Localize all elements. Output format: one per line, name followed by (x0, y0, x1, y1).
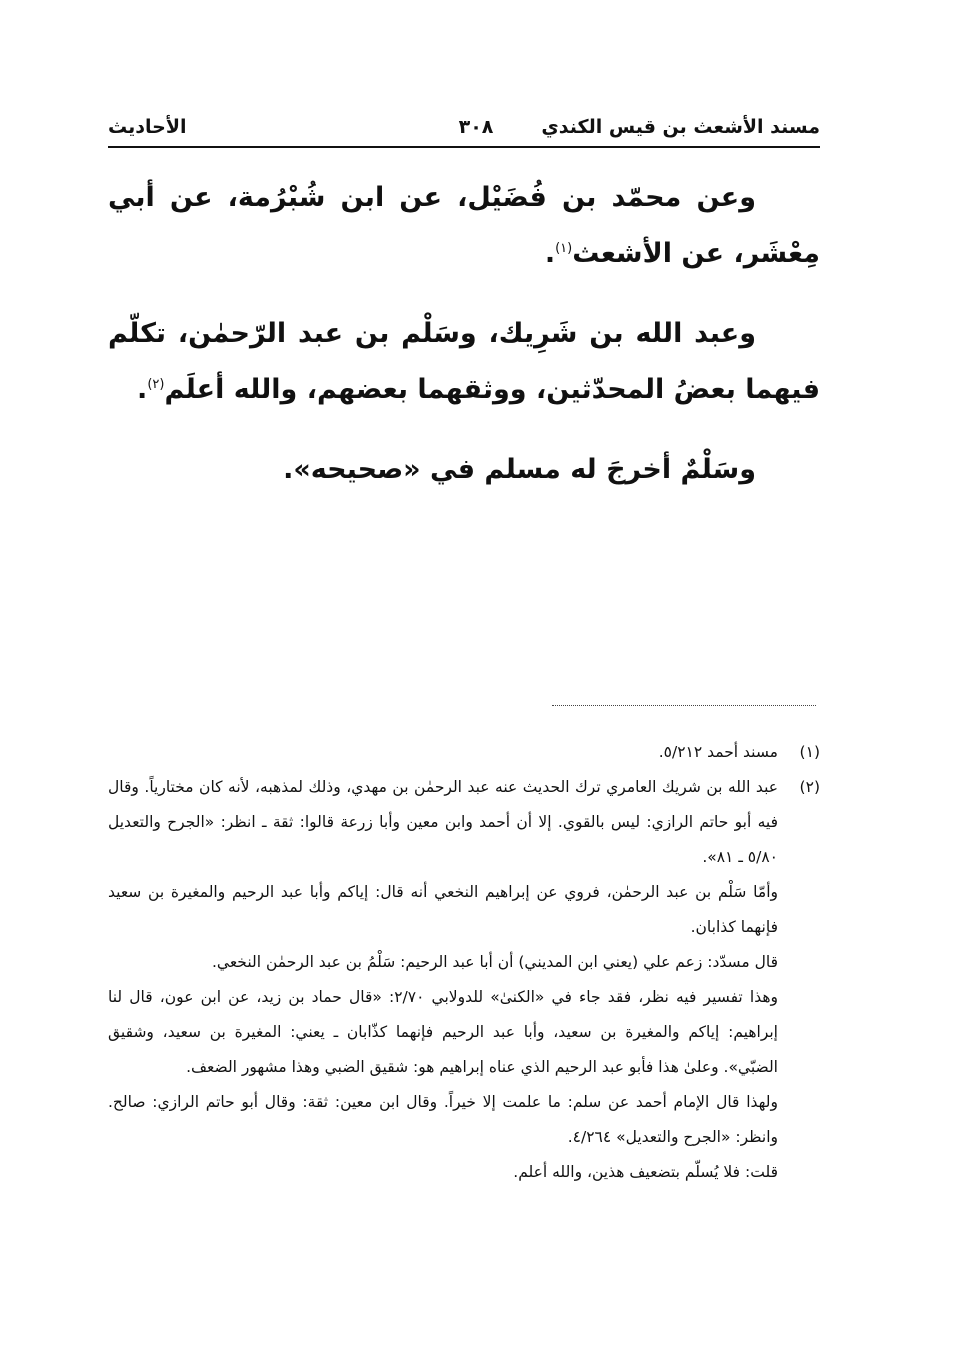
main-paragraph (108, 442, 820, 498)
footnote-line: وأمّا سَلْم بن عبد الرحمٰن، فروي عن إبراهيم النخعي أنه قال: إياكم وأبا عبد الرحيم والمغيرة بن سعيد فإنهما كذابان. (108, 883, 778, 936)
footnote-line: ولهذا قال الإمام أحمد عن سلم: ما علمت إلا خيراً. وقال ابن معين: ثقة: وقال أبو حاتم الرازي: صالح. وانظر: «الجرح والتعديل» ٤/٢٦٤. (108, 1093, 778, 1146)
footnote-line: قال مسدّد: زعم علي (يعني ابن المديني) أن أبا عبد الرحيم: سَلْمُ بن عبد الرحمٰن النخعي. (211, 953, 778, 971)
main-paragraph (108, 306, 820, 418)
footnotes (108, 735, 820, 1190)
header-page-number: ٣٠٨ (458, 116, 494, 138)
footnote-line: عبد الله بن شريك العامري ترك الحديث عنه عبد الرحمٰن بن مهدي، وذلك لمذهبه، لأنه كان مختارياً. وقال فيه أبو حاتم الرازي: ليس بالقوي. إلا أن أحمد وابن معين وأبا زرعة قالوا: ثقة ـ انظر: «الجرح والتعديل ٥/٨٠ ـ ٨١». (108, 778, 778, 866)
footnote-separator (552, 705, 816, 706)
running-header (108, 110, 820, 146)
paragraph-text: وعبد الله بن شَرِيك، وسَلْم بن عبد الرّحمٰن، تكلّم فيهما بعضُ المحدّثين، ووثقهما بعضهم، والله أعلَم (108, 318, 820, 405)
main-text (108, 170, 820, 522)
header-rule (108, 146, 820, 148)
paragraph-text: وسَلْمٌ أخرجَ له مسلم في «صحيحه». (283, 454, 756, 485)
footnote-reference[interactable]: (١) (555, 241, 573, 256)
paragraph-tail: . (137, 374, 148, 405)
footnote-reference[interactable]: (٢) (147, 377, 165, 392)
paragraph-tail: . (544, 238, 556, 269)
footnote (108, 770, 820, 1190)
footnote-line: قلت: فلا يُسلّم بتضعيف هذين، والله أعلم. (513, 1163, 778, 1181)
footnote (108, 735, 820, 770)
header-book-title: مسند الأشعث بن قيس الكندي (541, 116, 820, 138)
footnote-number: (١) (799, 743, 820, 761)
footnote-line: مسند أحمد ٥/٢١٢. (658, 743, 778, 761)
main-paragraph (108, 170, 820, 282)
paragraph-text: وعن محمّد بن فُضَيْل، عن ابن شُبْرُمة، عن أبي مِعْشَر، عن الأشعث (108, 182, 820, 269)
footnote-line: وهذا تفسير فيه نظر، فقد جاء في «الكنىٰ» للدولابي ٢/٧٠: «قال حماد بن زيد، عن ابن عون، قال لنا إبراهيم: إياكم والمغيرة بن سعيد، وأبا عبد الرحيم فإنهما كذّابان ـ يعني: المغيرة بن سعيد، وشقيق الضبّي». وعلىٰ هذا فأبو عبد الرحيم الذي عناه إبراهيم هو: شقيق الضبي وهذا مشهور الضعف. (108, 988, 778, 1076)
footnote-number: (٢) (799, 778, 820, 796)
header-section-title: الأحاديث (108, 116, 187, 138)
